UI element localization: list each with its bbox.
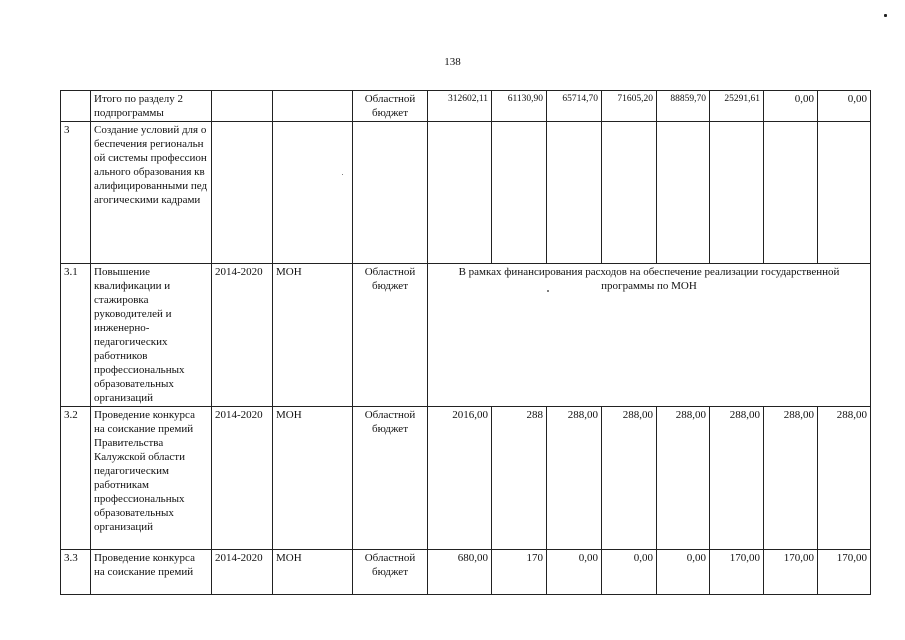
amount-2016: 0,00: [602, 550, 657, 595]
amount-2014: 288: [492, 407, 547, 550]
row-source: [353, 122, 428, 264]
page-number: 138: [444, 56, 461, 68]
row-years: 2014-2020: [212, 407, 273, 550]
row-name: Проведение конкурса на соискание премий Правительства Калужской области педагогическим работникам профессиональных образовательных организаций: [91, 407, 212, 550]
amount-2020: 288,00: [818, 407, 871, 550]
amount-2016: 71605,20: [602, 91, 657, 122]
row-source: Областной бюджет: [353, 264, 428, 407]
financing-note: В рамках финансирования расходов на обеспечение реализации государственной программы по МОН: [428, 264, 871, 407]
row-source: Областной бюджет: [353, 407, 428, 550]
amount-2018: 288,00: [710, 407, 764, 550]
amount-2015: [547, 122, 602, 264]
amount-total: 680,00: [428, 550, 492, 595]
row-source: Областной бюджет: [353, 91, 428, 122]
amount-2015: 0,00: [547, 550, 602, 595]
row-executor: МОН: [273, 550, 353, 595]
row-executor: [273, 122, 353, 264]
amount-2017: [657, 122, 710, 264]
amount-2020: 0,00: [818, 91, 871, 122]
row-years: 2014-2020: [212, 264, 273, 407]
amount-2018: [710, 122, 764, 264]
amount-2017: 288,00: [657, 407, 710, 550]
row-name: Создание условий для обеспечения региональной системы профессионального образования квалифицированными педагогическими кадрами: [91, 122, 212, 264]
row-years: [212, 91, 273, 122]
amount-2017: 88859,70: [657, 91, 710, 122]
row-number: [61, 91, 91, 122]
amount-2017: 0,00: [657, 550, 710, 595]
row-number: 3.2: [61, 407, 91, 550]
amount-2014: [492, 122, 547, 264]
row-name: Проведение конкурса на соискание премий: [91, 550, 212, 595]
amount-2016: 288,00: [602, 407, 657, 550]
amount-total: 312602,11: [428, 91, 492, 122]
row-executor: МОН: [273, 407, 353, 550]
amount-2019: 170,00: [764, 550, 818, 595]
row-number: 3: [61, 122, 91, 264]
scan-mark: [884, 14, 887, 17]
table-row-3-1: [61, 264, 871, 407]
row-years: [212, 122, 273, 264]
table-row-total: [61, 91, 871, 122]
amount-2019: 0,00: [764, 91, 818, 122]
budget-table: [60, 90, 871, 595]
amount-2014: 61130,90: [492, 91, 547, 122]
amount-total: 2016,00: [428, 407, 492, 550]
table-row-3-2: [61, 407, 871, 550]
amount-2018: 170,00: [710, 550, 764, 595]
row-number: 3.3: [61, 550, 91, 595]
row-executor: [273, 91, 353, 122]
amount-2019: 288,00: [764, 407, 818, 550]
amount-2015: 288,00: [547, 407, 602, 550]
scan-speck: [342, 174, 343, 175]
amount-2019: [764, 122, 818, 264]
row-years: 2014-2020: [212, 550, 273, 595]
amount-2014: 170: [492, 550, 547, 595]
row-number: 3.1: [61, 264, 91, 407]
row-source: Областной бюджет: [353, 550, 428, 595]
amount-2020: 170,00: [818, 550, 871, 595]
table-row-3-3: [61, 550, 871, 595]
row-name: Итого по разделу 2 подпрограммы: [91, 91, 212, 122]
table-row-section-3: [61, 122, 871, 264]
amount-2018: 25291,61: [710, 91, 764, 122]
amount-total: [428, 122, 492, 264]
row-executor: МОН: [273, 264, 353, 407]
row-name: Повышение квалификации и стажировка руководителей и инженерно-педагогических работников профессиональных образовательных организаций: [91, 264, 212, 407]
amount-2016: [602, 122, 657, 264]
amount-2015: 65714,70: [547, 91, 602, 122]
scan-speck: [547, 290, 549, 292]
amount-2020: [818, 122, 871, 264]
